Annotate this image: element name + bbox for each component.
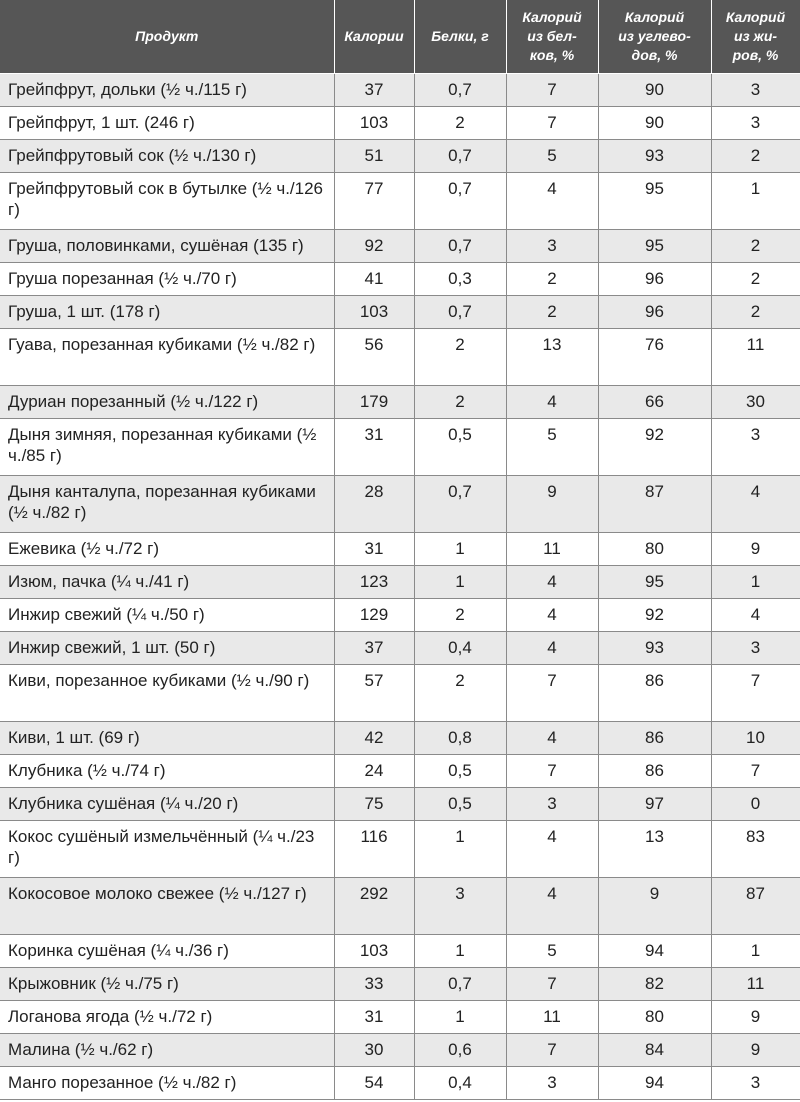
fat-percent-cell: 2 [711, 263, 800, 296]
calories-cell: 123 [334, 566, 414, 599]
carbs-percent-cell: 66 [598, 386, 711, 419]
header-calories-from-protein: Калорий из бел- ков, % [506, 0, 598, 74]
protein-cell: 0,7 [414, 230, 506, 263]
product-name: Грейпфрут, 1 шт. (246 г) [0, 107, 334, 140]
header-calories-from-fat: Калорий из жи- ров, % [711, 0, 800, 74]
carbs-percent-cell: 80 [598, 1001, 711, 1034]
fat-percent-cell: 83 [711, 821, 800, 878]
product-name: Дыня зимняя, порезанная кубиками (½ ч./85 г) [0, 419, 334, 476]
calories-cell: 33 [334, 968, 414, 1001]
protein-percent-cell: 2 [506, 296, 598, 329]
protein-cell: 3 [414, 878, 506, 935]
table-row [0, 665, 800, 722]
table-row [0, 140, 800, 173]
carbs-percent-cell: 94 [598, 935, 711, 968]
product-name: Груша, половинками, сушёная (135 г) [0, 230, 334, 263]
fat-percent-cell: 3 [711, 419, 800, 476]
calories-cell: 31 [334, 533, 414, 566]
table-row [0, 968, 800, 1001]
product-name: Манго порезанное (½ ч./82 г) [0, 1067, 334, 1100]
protein-percent-cell: 11 [506, 1001, 598, 1034]
fat-percent-cell: 2 [711, 140, 800, 173]
product-name: Грейпфрутовый сок в бутылке (½ ч./126 г) [0, 173, 334, 230]
header-product: Продукт [0, 0, 334, 74]
protein-cell: 0,7 [414, 476, 506, 533]
fat-percent-cell: 10 [711, 722, 800, 755]
header-row [0, 0, 800, 74]
carbs-percent-cell: 76 [598, 329, 711, 386]
table-row [0, 755, 800, 788]
table-row [0, 386, 800, 419]
table-row [0, 173, 800, 230]
fat-percent-cell: 11 [711, 968, 800, 1001]
protein-cell: 0,4 [414, 632, 506, 665]
protein-cell: 1 [414, 935, 506, 968]
protein-percent-cell: 7 [506, 968, 598, 1001]
calories-cell: 103 [334, 935, 414, 968]
protein-percent-cell: 4 [506, 386, 598, 419]
protein-cell: 0,5 [414, 788, 506, 821]
table-row [0, 1001, 800, 1034]
carbs-percent-cell: 95 [598, 566, 711, 599]
product-name: Кокосовое молоко свежее (½ ч./127 г) [0, 878, 334, 935]
protein-percent-cell: 9 [506, 476, 598, 533]
carbs-percent-cell: 9 [598, 878, 711, 935]
protein-cell: 0,6 [414, 1034, 506, 1067]
fat-percent-cell: 2 [711, 296, 800, 329]
fat-percent-cell: 30 [711, 386, 800, 419]
carbs-percent-cell: 95 [598, 230, 711, 263]
product-name: Клубника (½ ч./74 г) [0, 755, 334, 788]
header-calories: Калории [334, 0, 414, 74]
protein-percent-cell: 7 [506, 107, 598, 140]
table-row [0, 263, 800, 296]
protein-percent-cell: 2 [506, 263, 598, 296]
calories-cell: 103 [334, 296, 414, 329]
protein-cell: 1 [414, 821, 506, 878]
table-row [0, 107, 800, 140]
protein-percent-cell: 7 [506, 665, 598, 722]
fat-percent-cell: 3 [711, 632, 800, 665]
calories-cell: 30 [334, 1034, 414, 1067]
carbs-percent-cell: 90 [598, 107, 711, 140]
fat-percent-cell: 4 [711, 476, 800, 533]
protein-percent-cell: 5 [506, 419, 598, 476]
table-row [0, 722, 800, 755]
protein-percent-cell: 4 [506, 878, 598, 935]
product-name: Дуриан порезанный (½ ч./122 г) [0, 386, 334, 419]
protein-percent-cell: 7 [506, 755, 598, 788]
fat-percent-cell: 2 [711, 230, 800, 263]
protein-cell: 2 [414, 599, 506, 632]
protein-cell: 0,4 [414, 1067, 506, 1100]
protein-percent-cell: 4 [506, 632, 598, 665]
protein-percent-cell: 4 [506, 722, 598, 755]
product-name: Груша порезанная (½ ч./70 г) [0, 263, 334, 296]
carbs-percent-cell: 86 [598, 722, 711, 755]
carbs-percent-cell: 86 [598, 665, 711, 722]
protein-percent-cell: 5 [506, 140, 598, 173]
calories-cell: 42 [334, 722, 414, 755]
carbs-percent-cell: 94 [598, 1067, 711, 1100]
carbs-percent-cell: 86 [598, 755, 711, 788]
table-row [0, 476, 800, 533]
table-row [0, 533, 800, 566]
calories-cell: 179 [334, 386, 414, 419]
carbs-percent-cell: 13 [598, 821, 711, 878]
fat-percent-cell: 9 [711, 1001, 800, 1034]
fat-percent-cell: 0 [711, 788, 800, 821]
fat-percent-cell: 4 [711, 599, 800, 632]
protein-cell: 2 [414, 329, 506, 386]
protein-cell: 0,5 [414, 755, 506, 788]
table-row [0, 632, 800, 665]
protein-cell: 0,7 [414, 173, 506, 230]
protein-percent-cell: 4 [506, 173, 598, 230]
fat-percent-cell: 7 [711, 755, 800, 788]
table-row [0, 419, 800, 476]
carbs-percent-cell: 95 [598, 173, 711, 230]
protein-percent-cell: 3 [506, 788, 598, 821]
product-name: Кокос сушёный измельчённый (¼ ч./23 г) [0, 821, 334, 878]
fat-percent-cell: 9 [711, 533, 800, 566]
carbs-percent-cell: 92 [598, 599, 711, 632]
fat-percent-cell: 1 [711, 173, 800, 230]
calories-cell: 37 [334, 74, 414, 107]
calories-cell: 57 [334, 665, 414, 722]
product-name: Инжир свежий, 1 шт. (50 г) [0, 632, 334, 665]
carbs-percent-cell: 96 [598, 263, 711, 296]
product-name: Грейпфрутовый сок (½ ч./130 г) [0, 140, 334, 173]
protein-cell: 1 [414, 533, 506, 566]
carbs-percent-cell: 97 [598, 788, 711, 821]
table-row [0, 788, 800, 821]
table-row [0, 566, 800, 599]
protein-cell: 0,7 [414, 296, 506, 329]
protein-percent-cell: 4 [506, 566, 598, 599]
fat-percent-cell: 3 [711, 107, 800, 140]
fat-percent-cell: 1 [711, 935, 800, 968]
protein-cell: 0,7 [414, 968, 506, 1001]
calories-cell: 31 [334, 1001, 414, 1034]
protein-percent-cell: 11 [506, 533, 598, 566]
calories-cell: 56 [334, 329, 414, 386]
calories-cell: 75 [334, 788, 414, 821]
calories-cell: 24 [334, 755, 414, 788]
calories-cell: 92 [334, 230, 414, 263]
protein-cell: 0,3 [414, 263, 506, 296]
table-row [0, 230, 800, 263]
table-row [0, 878, 800, 935]
protein-cell: 0,7 [414, 140, 506, 173]
protein-cell: 2 [414, 386, 506, 419]
fat-percent-cell: 11 [711, 329, 800, 386]
carbs-percent-cell: 90 [598, 74, 711, 107]
protein-percent-cell: 5 [506, 935, 598, 968]
carbs-percent-cell: 84 [598, 1034, 711, 1067]
protein-cell: 0,5 [414, 419, 506, 476]
table-row [0, 1067, 800, 1100]
protein-cell: 0,7 [414, 74, 506, 107]
carbs-percent-cell: 92 [598, 419, 711, 476]
calories-cell: 116 [334, 821, 414, 878]
product-name: Киви, порезанное кубиками (½ ч./90 г) [0, 665, 334, 722]
header-protein: Белки, г [414, 0, 506, 74]
fat-percent-cell: 3 [711, 74, 800, 107]
protein-percent-cell: 3 [506, 230, 598, 263]
fat-percent-cell: 87 [711, 878, 800, 935]
carbs-percent-cell: 87 [598, 476, 711, 533]
protein-percent-cell: 4 [506, 821, 598, 878]
protein-cell: 0,8 [414, 722, 506, 755]
protein-cell: 1 [414, 1001, 506, 1034]
protein-percent-cell: 7 [506, 74, 598, 107]
calories-cell: 28 [334, 476, 414, 533]
calories-cell: 129 [334, 599, 414, 632]
calories-cell: 41 [334, 263, 414, 296]
fat-percent-cell: 3 [711, 1067, 800, 1100]
calories-cell: 31 [334, 419, 414, 476]
protein-percent-cell: 4 [506, 599, 598, 632]
product-name: Малина (½ ч./62 г) [0, 1034, 334, 1067]
protein-cell: 2 [414, 107, 506, 140]
table-header [0, 0, 800, 74]
product-name: Логанова ягода (½ ч./72 г) [0, 1001, 334, 1034]
protein-cell: 2 [414, 665, 506, 722]
table-row [0, 935, 800, 968]
fat-percent-cell: 7 [711, 665, 800, 722]
calories-cell: 54 [334, 1067, 414, 1100]
carbs-percent-cell: 96 [598, 296, 711, 329]
carbs-percent-cell: 93 [598, 140, 711, 173]
product-name: Крыжовник (½ ч./75 г) [0, 968, 334, 1001]
calories-cell: 77 [334, 173, 414, 230]
table-row [0, 821, 800, 878]
table-row [0, 1034, 800, 1067]
carbs-percent-cell: 93 [598, 632, 711, 665]
carbs-percent-cell: 82 [598, 968, 711, 1001]
product-name: Дыня канталупа, порезанная кубиками (½ ч./82 г) [0, 476, 334, 533]
table-row [0, 329, 800, 386]
product-name: Грейпфрут, дольки (½ ч./115 г) [0, 74, 334, 107]
product-name: Клубника сушёная (¼ ч./20 г) [0, 788, 334, 821]
calories-cell: 292 [334, 878, 414, 935]
product-name: Ежевика (½ ч./72 г) [0, 533, 334, 566]
protein-percent-cell: 7 [506, 1034, 598, 1067]
table-row [0, 296, 800, 329]
protein-cell: 1 [414, 566, 506, 599]
calories-cell: 103 [334, 107, 414, 140]
header-calories-from-carbs: Калорий из углево- дов, % [598, 0, 711, 74]
calories-cell: 51 [334, 140, 414, 173]
product-name: Гуава, порезанная кубиками (½ ч./82 г) [0, 329, 334, 386]
product-name: Инжир свежий (¼ ч./50 г) [0, 599, 334, 632]
table-row [0, 74, 800, 107]
protein-percent-cell: 13 [506, 329, 598, 386]
product-name: Груша, 1 шт. (178 г) [0, 296, 334, 329]
protein-percent-cell: 3 [506, 1067, 598, 1100]
product-name: Киви, 1 шт. (69 г) [0, 722, 334, 755]
fat-percent-cell: 1 [711, 566, 800, 599]
table-row [0, 599, 800, 632]
product-name: Изюм, пачка (¼ ч./41 г) [0, 566, 334, 599]
carbs-percent-cell: 80 [598, 533, 711, 566]
fat-percent-cell: 9 [711, 1034, 800, 1067]
product-name: Коринка сушёная (¼ ч./36 г) [0, 935, 334, 968]
table-body [0, 74, 800, 1100]
calories-cell: 37 [334, 632, 414, 665]
